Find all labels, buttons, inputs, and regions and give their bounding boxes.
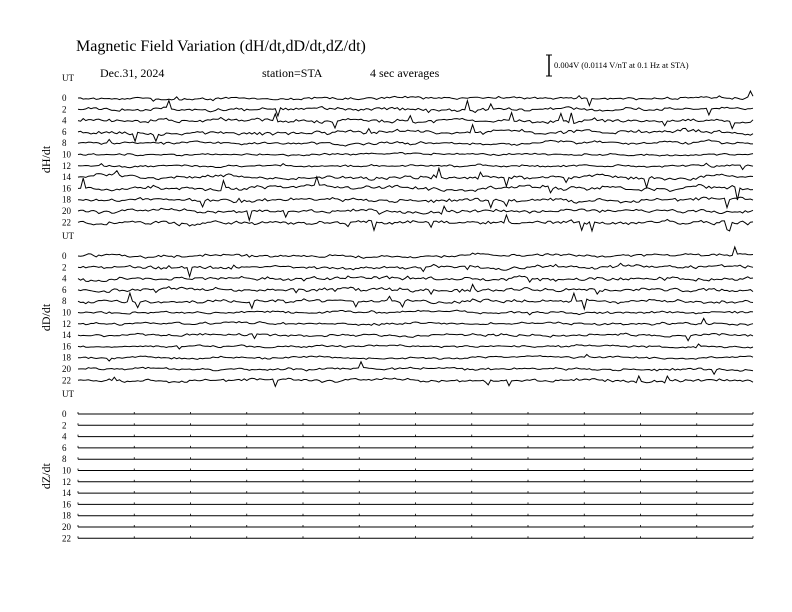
hour-label: 14 xyxy=(62,172,71,183)
hour-label: 14 xyxy=(62,488,71,499)
trace-16 xyxy=(78,177,753,200)
averaging-label: 4 sec averages xyxy=(370,66,440,80)
trace-0 xyxy=(78,91,753,105)
date-label: Dec.31, 2024 xyxy=(100,66,165,80)
trace-2 xyxy=(78,101,753,117)
hour-label: 8 xyxy=(62,454,67,465)
trace-20 xyxy=(78,362,753,374)
hour-label: 18 xyxy=(62,194,71,205)
trace-10 xyxy=(78,153,753,157)
hour-label: 14 xyxy=(62,330,71,341)
hour-label: 4 xyxy=(62,431,67,442)
trace-12 xyxy=(78,318,753,325)
trace-8 xyxy=(78,140,753,147)
ut-label: UT xyxy=(62,73,74,83)
hour-label: 8 xyxy=(62,296,67,307)
hour-label: 20 xyxy=(62,522,71,532)
trace-4 xyxy=(78,113,753,129)
hour-label: 22 xyxy=(62,375,71,386)
panel-dH-dt xyxy=(39,73,753,231)
hour-label: 12 xyxy=(62,160,71,171)
ut-label: UT xyxy=(62,231,74,241)
panel-label: dD/dt xyxy=(39,303,53,332)
trace-4 xyxy=(78,276,753,282)
trace-14 xyxy=(78,333,753,341)
hour-label: 10 xyxy=(62,465,71,476)
hour-label: 6 xyxy=(62,126,67,137)
trace-6 xyxy=(78,125,753,142)
trace-18 xyxy=(78,355,753,362)
hour-label: 8 xyxy=(62,138,67,149)
trace-16 xyxy=(78,344,753,349)
hour-label: 0 xyxy=(62,409,67,419)
trace-8 xyxy=(78,293,753,309)
hour-label: 2 xyxy=(62,104,67,115)
trace-22 xyxy=(78,215,753,231)
hour-label: 6 xyxy=(62,442,67,453)
hour-label: 18 xyxy=(62,352,71,363)
hour-label: 12 xyxy=(62,476,71,487)
hour-label: 0 xyxy=(62,93,67,103)
trace-0 xyxy=(78,247,753,258)
trace-20 xyxy=(78,206,753,220)
trace-10 xyxy=(78,310,753,315)
hour-label: 18 xyxy=(62,510,71,521)
hour-label: 20 xyxy=(62,206,71,216)
hour-label: 16 xyxy=(62,499,71,510)
hour-label: 2 xyxy=(62,262,67,273)
trace-6 xyxy=(78,284,753,294)
trace-12 xyxy=(78,163,753,169)
trace-18 xyxy=(78,197,753,208)
hour-label: 20 xyxy=(62,364,71,374)
trace-2 xyxy=(78,263,753,276)
panel-dZ-dt xyxy=(39,389,753,543)
trace-14 xyxy=(78,168,753,187)
hour-label: 4 xyxy=(62,115,67,126)
station-label: station=STA xyxy=(262,66,323,80)
hour-label: 22 xyxy=(62,217,71,228)
hour-label: 16 xyxy=(62,341,71,352)
chart-title: Magnetic Field Variation (dH/dt,dD/dt,dZ/dt) xyxy=(76,38,366,55)
hour-label: 16 xyxy=(62,183,71,194)
hour-label: 0 xyxy=(62,251,67,261)
hour-label: 4 xyxy=(62,273,67,284)
trace-22 xyxy=(78,376,753,386)
hour-label: 6 xyxy=(62,284,67,295)
hour-label: 10 xyxy=(62,149,71,160)
hour-label: 12 xyxy=(62,318,71,329)
hour-label: 2 xyxy=(62,420,67,431)
panel-dD-dt xyxy=(39,231,753,386)
hour-label: 22 xyxy=(62,533,71,544)
panel-label: dZ/dt xyxy=(39,463,53,490)
hour-label: 10 xyxy=(62,307,71,318)
ut-label: UT xyxy=(62,389,74,399)
panel-label: dH/dt xyxy=(39,145,53,174)
scale-bar-label: 0.004V (0.0114 V/nT at 0.1 Hz at STA) xyxy=(554,60,689,70)
